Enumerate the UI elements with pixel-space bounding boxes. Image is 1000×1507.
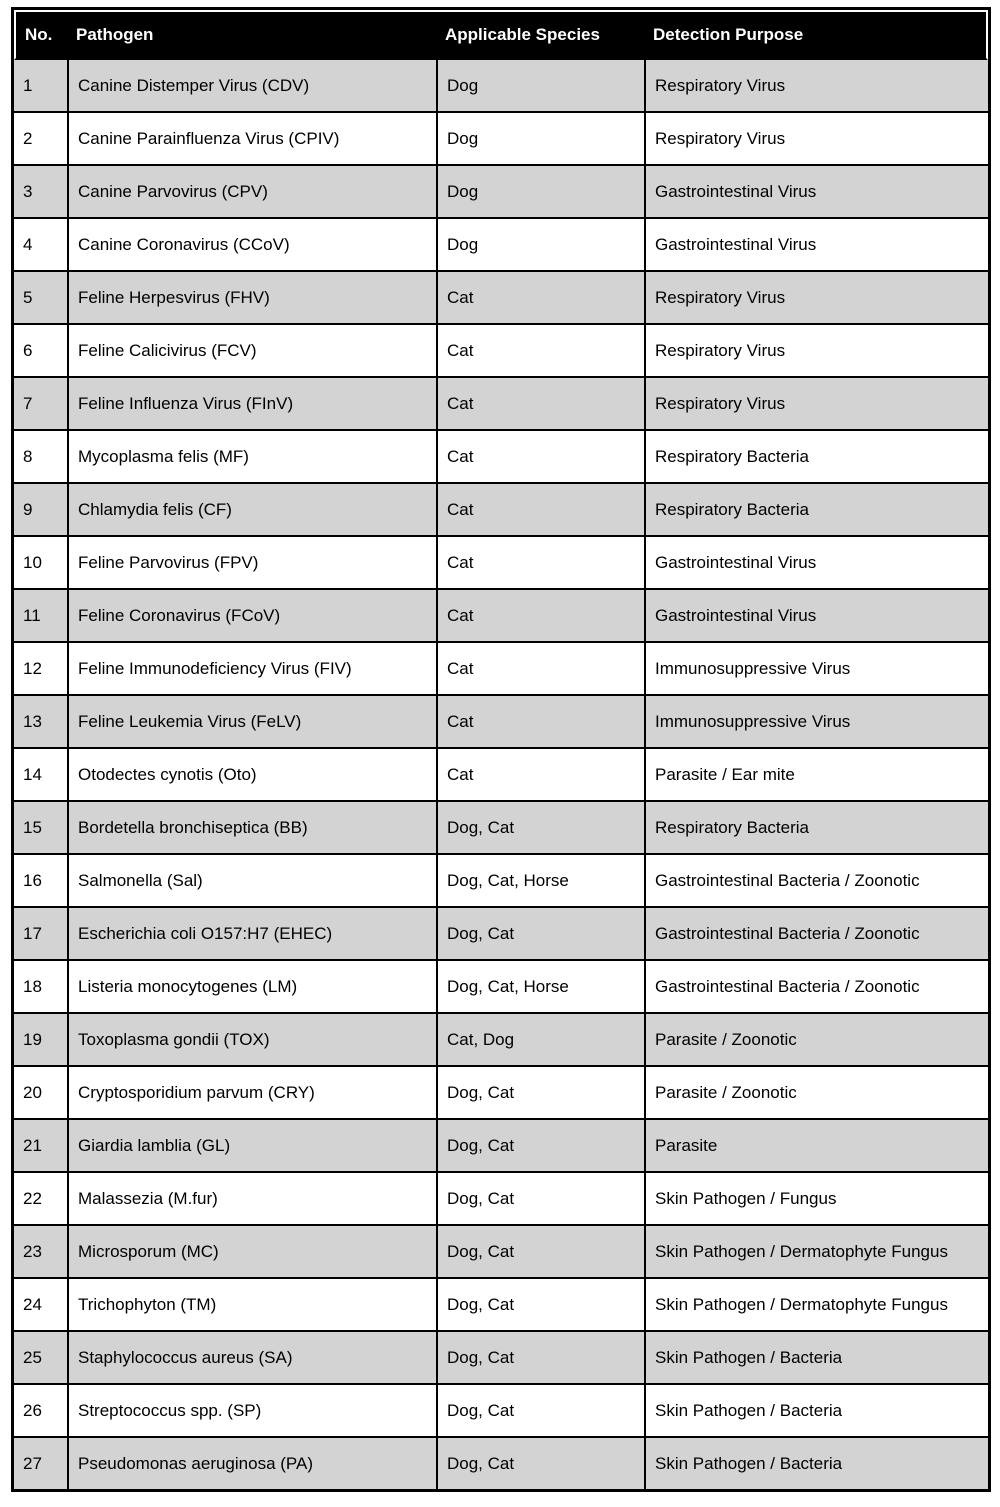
- pathogen-cell: Otodectes cynotis (Oto): [67, 747, 436, 800]
- row-number-cell: 10: [14, 535, 67, 588]
- row-number-cell: 9: [14, 482, 67, 535]
- species-cell: Dog, Cat: [436, 1330, 644, 1383]
- purpose-cell: Gastrointestinal Bacteria / Zoonotic: [644, 959, 988, 1012]
- species-cell: Dog: [436, 164, 644, 217]
- purpose-cell: Respiratory Virus: [644, 376, 988, 429]
- pathogen-cell: Salmonella (Sal): [67, 853, 436, 906]
- pathogen-cell: Feline Immunodeficiency Virus (FIV): [67, 641, 436, 694]
- pathogen-table: [11, 7, 991, 1492]
- table-row: [14, 641, 988, 694]
- purpose-cell: Respiratory Virus: [644, 270, 988, 323]
- purpose-cell: Gastrointestinal Virus: [644, 588, 988, 641]
- species-cell: Dog, Cat: [436, 1277, 644, 1330]
- row-number-cell: 4: [14, 217, 67, 270]
- table-row: [14, 323, 988, 376]
- row-number-cell: 21: [14, 1118, 67, 1171]
- pathogen-cell: Microsporum (MC): [67, 1224, 436, 1277]
- purpose-cell: Gastrointestinal Bacteria / Zoonotic: [644, 853, 988, 906]
- purpose-cell: Gastrointestinal Virus: [644, 164, 988, 217]
- pathogen-cell: Canine Distemper Virus (CDV): [67, 60, 436, 111]
- pathogen-cell: Pseudomonas aeruginosa (PA): [67, 1436, 436, 1489]
- row-number-cell: 18: [14, 959, 67, 1012]
- table-row: [14, 164, 988, 217]
- species-cell: Dog, Cat, Horse: [436, 853, 644, 906]
- table-row: [14, 588, 988, 641]
- table-row: [14, 800, 988, 853]
- column-header-purpose: Detection Purpose: [644, 10, 988, 60]
- table-row: [14, 1383, 988, 1436]
- purpose-cell: Respiratory Bacteria: [644, 482, 988, 535]
- purpose-cell: Immunosuppressive Virus: [644, 641, 988, 694]
- table-row: [14, 1436, 988, 1489]
- pathogen-cell: Bordetella bronchiseptica (BB): [67, 800, 436, 853]
- row-number-cell: 14: [14, 747, 67, 800]
- pathogen-cell: Streptococcus spp. (SP): [67, 1383, 436, 1436]
- row-number-cell: 19: [14, 1012, 67, 1065]
- species-cell: Cat: [436, 641, 644, 694]
- species-cell: Dog, Cat: [436, 800, 644, 853]
- row-number-cell: 20: [14, 1065, 67, 1118]
- table-row: [14, 60, 988, 111]
- table-row: [14, 217, 988, 270]
- species-cell: Cat: [436, 376, 644, 429]
- purpose-cell: Skin Pathogen / Fungus: [644, 1171, 988, 1224]
- species-cell: Dog, Cat: [436, 1065, 644, 1118]
- table-row: [14, 747, 988, 800]
- table-body: [14, 60, 988, 1489]
- table-row: [14, 1171, 988, 1224]
- species-cell: Dog, Cat: [436, 906, 644, 959]
- pathogen-cell: Cryptosporidium parvum (CRY): [67, 1065, 436, 1118]
- species-cell: Cat: [436, 694, 644, 747]
- pathogen-cell: Feline Calicivirus (FCV): [67, 323, 436, 376]
- species-cell: Dog, Cat, Horse: [436, 959, 644, 1012]
- species-cell: Dog: [436, 217, 644, 270]
- species-cell: Dog, Cat: [436, 1224, 644, 1277]
- row-number-cell: 24: [14, 1277, 67, 1330]
- pathogen-cell: Chlamydia felis (CF): [67, 482, 436, 535]
- row-number-cell: 22: [14, 1171, 67, 1224]
- species-cell: Cat: [436, 588, 644, 641]
- species-cell: Cat, Dog: [436, 1012, 644, 1065]
- purpose-cell: Gastrointestinal Bacteria / Zoonotic: [644, 906, 988, 959]
- column-header-pathogen: Pathogen: [67, 10, 436, 60]
- row-number-cell: 25: [14, 1330, 67, 1383]
- header-row: [14, 10, 988, 60]
- species-cell: Cat: [436, 270, 644, 323]
- purpose-cell: Parasite / Ear mite: [644, 747, 988, 800]
- row-number-cell: 17: [14, 906, 67, 959]
- species-cell: Cat: [436, 535, 644, 588]
- pathogen-cell: Feline Parvovirus (FPV): [67, 535, 436, 588]
- row-number-cell: 26: [14, 1383, 67, 1436]
- table-row: [14, 1012, 988, 1065]
- purpose-cell: Skin Pathogen / Dermatophyte Fungus: [644, 1224, 988, 1277]
- row-number-cell: 8: [14, 429, 67, 482]
- table-row: [14, 482, 988, 535]
- pathogen-cell: Giardia lamblia (GL): [67, 1118, 436, 1171]
- table-row: [14, 853, 988, 906]
- table-row: [14, 1224, 988, 1277]
- pathogen-cell: Feline Herpesvirus (FHV): [67, 270, 436, 323]
- pathogen-cell: Canine Parvovirus (CPV): [67, 164, 436, 217]
- purpose-cell: Skin Pathogen / Bacteria: [644, 1330, 988, 1383]
- row-number-cell: 15: [14, 800, 67, 853]
- species-cell: Dog, Cat: [436, 1171, 644, 1224]
- row-number-cell: 5: [14, 270, 67, 323]
- row-number-cell: 11: [14, 588, 67, 641]
- table-row: [14, 376, 988, 429]
- purpose-cell: Parasite / Zoonotic: [644, 1012, 988, 1065]
- pathogen-cell: Escherichia coli O157:H7 (EHEC): [67, 906, 436, 959]
- row-number-cell: 7: [14, 376, 67, 429]
- pathogen-cell: Canine Parainfluenza Virus (CPIV): [67, 111, 436, 164]
- pathogen-cell: Feline Influenza Virus (FInV): [67, 376, 436, 429]
- purpose-cell: Immunosuppressive Virus: [644, 694, 988, 747]
- table-row: [14, 1118, 988, 1171]
- table-row: [14, 111, 988, 164]
- purpose-cell: Respiratory Bacteria: [644, 429, 988, 482]
- row-number-cell: 1: [23, 75, 33, 95]
- pathogen-cell: Mycoplasma felis (MF): [67, 429, 436, 482]
- row-number-cell: 3: [14, 164, 67, 217]
- species-cell: Dog: [436, 111, 644, 164]
- table-row: [14, 535, 988, 588]
- pathogen-cell: Malassezia (M.fur): [67, 1171, 436, 1224]
- column-header-species: Applicable Species: [436, 10, 644, 60]
- table-row: [14, 694, 988, 747]
- pathogen-cell: Canine Coronavirus (CCoV): [67, 217, 436, 270]
- species-cell: Dog, Cat: [436, 1436, 644, 1489]
- pathogen-cell: Feline Coronavirus (FCoV): [67, 588, 436, 641]
- purpose-cell: Skin Pathogen / Dermatophyte Fungus: [644, 1277, 988, 1330]
- purpose-cell: Parasite: [644, 1118, 988, 1171]
- purpose-cell: Respiratory Bacteria: [644, 800, 988, 853]
- purpose-cell: Respiratory Virus: [644, 111, 988, 164]
- species-cell: Dog, Cat: [436, 1118, 644, 1171]
- row-number-cell: 16: [14, 853, 67, 906]
- table-row: [14, 429, 988, 482]
- pathogen-cell: Trichophyton (TM): [67, 1277, 436, 1330]
- purpose-cell: Skin Pathogen / Bacteria: [644, 1436, 988, 1489]
- pathogen-cell: Listeria monocytogenes (LM): [67, 959, 436, 1012]
- purpose-cell: Gastrointestinal Virus: [644, 217, 988, 270]
- table-row: [14, 1277, 988, 1330]
- species-cell: Cat: [436, 747, 644, 800]
- purpose-cell: Skin Pathogen / Bacteria: [644, 1383, 988, 1436]
- row-number-cell: 13: [14, 694, 67, 747]
- purpose-cell: Parasite / Zoonotic: [644, 1065, 988, 1118]
- row-number-cell: 6: [14, 323, 67, 376]
- table-row: [14, 1065, 988, 1118]
- column-header-no: No.: [14, 10, 67, 60]
- purpose-cell: Gastrointestinal Virus: [644, 535, 988, 588]
- row-number-cell: 2: [14, 111, 67, 164]
- species-cell: Cat: [436, 429, 644, 482]
- table-row: [14, 1330, 988, 1383]
- pathogen-cell: Feline Leukemia Virus (FeLV): [67, 694, 436, 747]
- table-row: [14, 906, 988, 959]
- table-row: [14, 270, 988, 323]
- purpose-cell: Respiratory Virus: [644, 323, 988, 376]
- row-number-cell: 12: [14, 641, 67, 694]
- species-cell: Cat: [436, 323, 644, 376]
- purpose-cell: Respiratory Virus: [644, 60, 988, 111]
- pathogen-cell: Toxoplasma gondii (TOX): [67, 1012, 436, 1065]
- pathogen-cell: Staphylococcus aureus (SA): [67, 1330, 436, 1383]
- species-cell: Dog, Cat: [436, 1383, 644, 1436]
- row-number-cell: 27: [14, 1436, 67, 1489]
- species-cell: Cat: [436, 482, 644, 535]
- table-row: [14, 959, 988, 1012]
- species-cell: Dog: [436, 60, 644, 111]
- row-number-cell: 23: [14, 1224, 67, 1277]
